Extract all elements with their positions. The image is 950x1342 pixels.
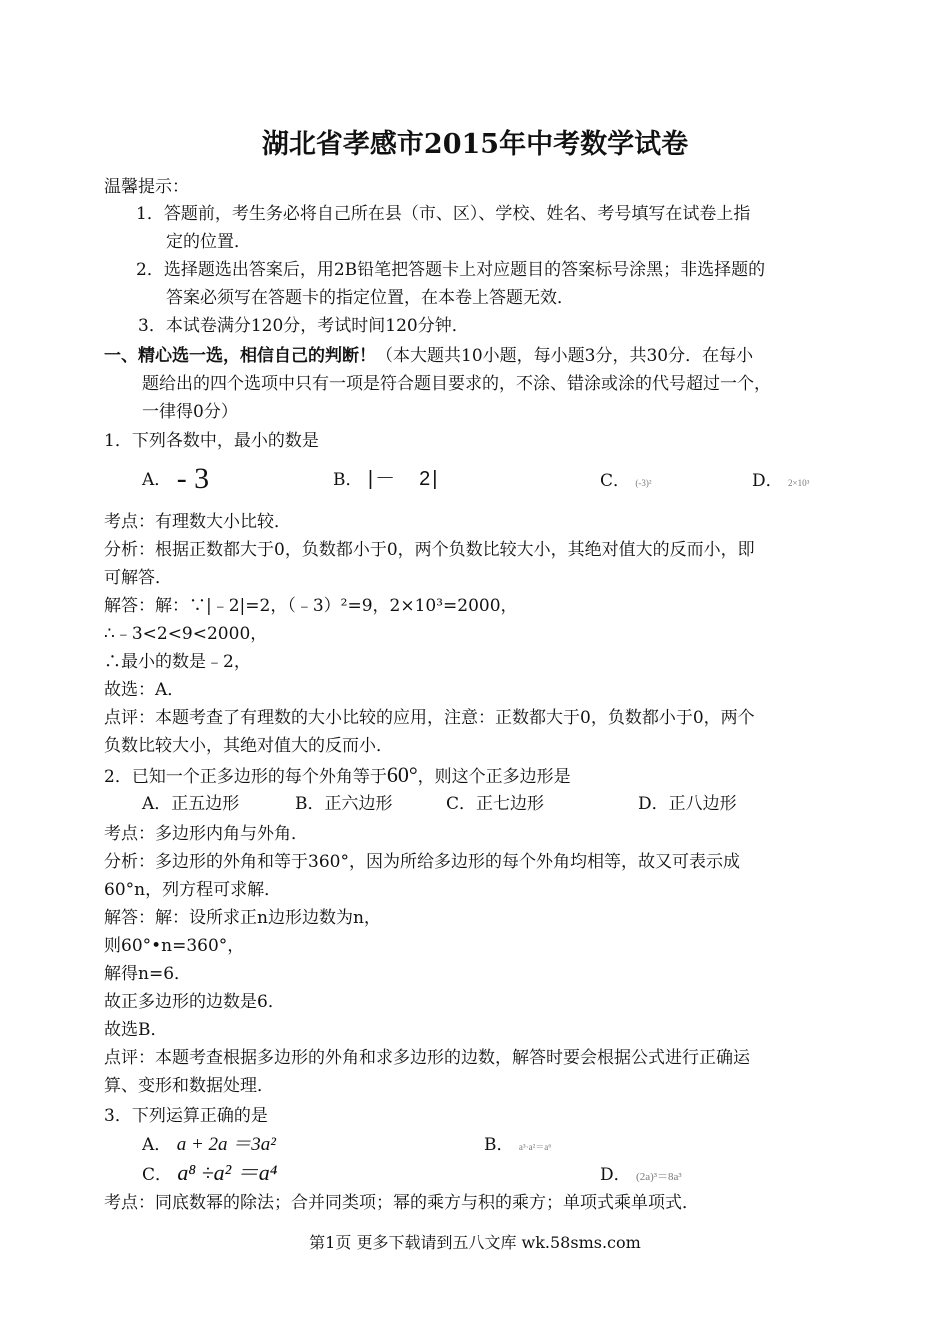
section-1-line-1 <box>104 343 753 369</box>
q2-option-a: A．正五边形 <box>142 794 240 814</box>
q2-jieda-2: 则60°•n=360°， <box>104 936 245 956</box>
page-title: 湖北省孝感市2015年中考数学试卷 <box>261 129 689 160</box>
q2-stem <box>104 762 571 790</box>
q3-option-d-label: D． <box>600 1165 631 1185</box>
q3-kaodian: 考点：同底数幂的除法；合并同类项；幂的乘方与积的乘方；单项式乘单项式． <box>104 1193 699 1213</box>
q1-option-b <box>333 466 439 493</box>
q1-jieda-1: 解答：解：∵|﹣2|=2，（﹣3）²=9，2×10³=2000， <box>104 596 518 616</box>
q1-option-c-value: (-3)² <box>635 478 652 488</box>
q2-stem-math: 60° <box>386 762 418 787</box>
q2-option-c: C．正七边形 <box>446 794 545 814</box>
q1-option-c-label: C． <box>600 471 631 491</box>
q1-option-a <box>142 462 210 495</box>
q3-option-a-value: a + 2a ＝3a² <box>176 1134 276 1155</box>
section-1-desc: （本大题共10小题，每小题3分，共30分．在每小 <box>376 346 754 366</box>
q2-dianping-cont: 算、变形和数据处理． <box>104 1076 274 1096</box>
q2-jieda-3: 解得n=6． <box>104 964 192 984</box>
q1-dianping-cont: 负数比较大小，其绝对值大的反而小． <box>104 736 393 756</box>
q1-stem: 1．下列各数中，最小的数是 <box>104 431 319 451</box>
q1-option-c <box>600 468 652 496</box>
q1-kaodian: 考点：有理数大小比较． <box>104 512 291 532</box>
q3-option-d <box>600 1162 682 1190</box>
q3-option-b-label: B． <box>484 1135 514 1155</box>
notice-item-1: 1．答题前，考生务必将自己所在县（市、区）、学校、姓名、考号填写在试卷上指 <box>136 204 751 224</box>
q2-jieda-5: 故选B． <box>104 1020 168 1040</box>
q2-option-d: D．正八边形 <box>638 794 737 814</box>
q1-jieda-3: ∴最小的数是﹣2， <box>104 652 251 672</box>
q3-option-c-value: a⁸ ÷a² ＝a⁴ <box>177 1160 278 1185</box>
q2-fenxi: 分析：多边形的外角和等于360°，因为所给多边形的每个外角均相等，故又可表示成 <box>104 852 740 872</box>
q3-option-b-value: a³·a²＝a⁶ <box>518 1142 552 1152</box>
q1-dianping: 点评：本题考查了有理数的大小比较的应用，注意：正数都大于0，负数都小于0，两个 <box>104 708 755 728</box>
q1-jieda-2: ∴﹣3<2<9<2000， <box>104 624 268 644</box>
q3-option-c <box>142 1160 277 1188</box>
section-1-desc-2: 题给出的四个选项中只有一项是符合题目要求的，不涂、错涂或涂的代号超过一个， <box>142 374 771 394</box>
q1-option-d <box>752 468 809 496</box>
q1-option-a-value: - 3 <box>176 462 210 495</box>
q2-option-b: B．正六边形 <box>295 794 393 814</box>
q1-fenxi: 分析：根据正数都大于0，负数都小于0，两个负数比较大小，其绝对值大的反而小，即 <box>104 540 755 560</box>
q1-jieda-4: 故选：A． <box>104 680 185 700</box>
notice-item-1-cont: 定的位置． <box>166 232 251 252</box>
q3-option-d-value: (2a)³＝8a³ <box>636 1171 682 1183</box>
q2-stem-pre: 2．已知一个正多边形的每个外角等于 <box>104 767 387 787</box>
q1-option-b-value: |－ 2| <box>367 468 440 490</box>
notice-item-2-cont: 答案必须写在答题卡的指定位置，在本卷上答题无效． <box>166 288 574 308</box>
notice-item-3: 3．本试卷满分120分，考试时间120分钟． <box>138 316 469 336</box>
page-footer: 第1页 更多下载请到五八文库 wk.58sms.com <box>309 1233 641 1252</box>
q2-jieda-1: 解答：解：设所求正n边形边数为n， <box>104 908 381 928</box>
q2-dianping: 点评：本题考查根据多边形的外角和求多边形的边数，解答时要会根据公式进行正确运 <box>104 1048 750 1068</box>
q1-option-d-value: 2×10³ <box>788 478 810 488</box>
notice-heading: 温馨提示： <box>104 177 189 197</box>
q3-option-a <box>142 1132 276 1158</box>
section-1-desc-3: 一律得0分） <box>142 402 238 422</box>
q2-stem-post: ，则这个正多边形是 <box>417 767 571 787</box>
q2-kaodian: 考点：多边形内角与外角． <box>104 824 308 844</box>
q1-option-b-label: B． <box>333 470 363 490</box>
q3-option-b <box>484 1132 551 1160</box>
q2-fenxi-cont: 60°n，列方程可求解． <box>104 880 282 900</box>
section-1-heading: 一、精心选一选，相信自己的判断！ <box>104 346 376 366</box>
q1-option-d-label: D． <box>752 471 783 491</box>
q1-option-a-label: A． <box>142 470 172 490</box>
q1-fenxi-cont: 可解答． <box>104 568 172 588</box>
q3-option-c-label: C． <box>142 1165 173 1185</box>
q3-stem: 3．下列运算正确的是 <box>104 1106 268 1126</box>
notice-item-2: 2．选择题选出答案后，用2B铅笔把答题卡上对应题目的答案标号涂黑；非选择题的 <box>136 260 766 280</box>
q2-jieda-4: 故正多边形的边数是6． <box>104 992 285 1012</box>
q3-option-a-label: A． <box>142 1135 172 1155</box>
